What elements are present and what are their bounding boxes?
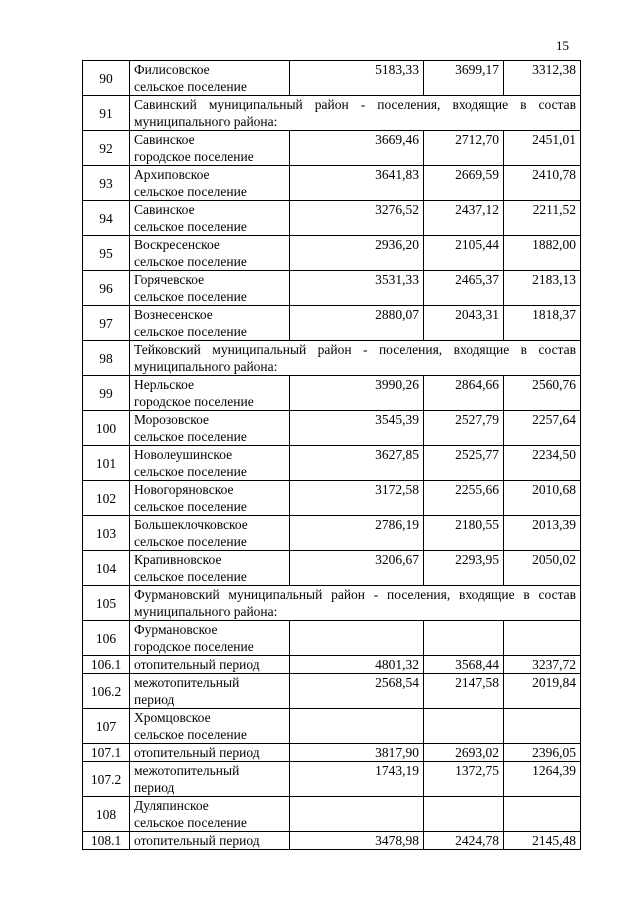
table-row [83,166,581,201]
value-col-2: 2465,37 [424,271,504,306]
settlement-name [130,411,290,446]
value-col-1 [290,621,424,656]
district-heading: Тейковский муниципальный район - поселения, входящие в состав муниципального района: [130,341,581,376]
value-col-2: 3699,17 [424,61,504,96]
table-row [83,61,581,96]
row-number: 107.2 [83,762,130,797]
table-row [83,551,581,586]
settlement-name-line2: сельское поселение [134,289,247,304]
value-col-2: 2437,12 [424,201,504,236]
settlement-name-line1: Дуляпинское [134,798,209,813]
table-row [83,376,581,411]
settlement-name [130,832,290,850]
value-col-1: 3641,83 [290,166,424,201]
value-col-1: 3545,39 [290,411,424,446]
value-col-1: 3531,33 [290,271,424,306]
value-col-3: 2257,64 [504,411,581,446]
table-row [83,131,581,166]
value-col-1: 4801,32 [290,656,424,674]
settlement-name [130,131,290,166]
value-col-3: 2234,50 [504,446,581,481]
value-col-2: 2180,55 [424,516,504,551]
value-col-2: 2693,02 [424,744,504,762]
settlement-name [130,621,290,656]
value-col-1 [290,797,424,832]
value-col-1: 3172,58 [290,481,424,516]
value-col-3: 3237,72 [504,656,581,674]
value-col-3 [504,709,581,744]
settlement-name-line1: Большеклочковское [134,517,248,532]
value-col-2 [424,797,504,832]
settlement-name-line1: Нерльское [134,377,194,392]
table-row [83,341,581,376]
table-row [83,709,581,744]
value-col-2: 2105,44 [424,236,504,271]
value-col-3 [504,621,581,656]
settlement-name [130,797,290,832]
settlement-name-line2: сельское поселение [134,254,247,269]
settlement-name-line2: период [134,692,175,707]
value-col-3 [504,797,581,832]
value-col-2: 2147,58 [424,674,504,709]
settlement-name-line2: сельское поселение [134,727,247,742]
table-row [83,516,581,551]
value-col-3: 2183,13 [504,271,581,306]
settlement-name-line1: отопительный период [134,745,260,760]
row-number: 100 [83,411,130,446]
table-row [83,236,581,271]
value-col-2: 2293,95 [424,551,504,586]
row-number: 108.1 [83,832,130,850]
settlement-name [130,481,290,516]
settlement-name-line1: Воскресенское [134,237,220,252]
settlement-name-line1: Крапивновское [134,552,222,567]
row-number: 107 [83,709,130,744]
value-col-2: 2525,77 [424,446,504,481]
value-col-1: 3990,26 [290,376,424,411]
settlement-name [130,236,290,271]
row-number: 92 [83,131,130,166]
settlement-name-line2: сельское поселение [134,534,247,549]
table-row [83,481,581,516]
settlement-name-line2: период [134,780,175,795]
table-row [83,586,581,621]
value-col-3: 2560,76 [504,376,581,411]
value-col-1: 2786,19 [290,516,424,551]
settlement-name-line2: городское поселение [134,394,254,409]
settlement-name-line1: Филисовское [134,62,210,77]
row-number: 105 [83,586,130,621]
value-col-1: 3206,67 [290,551,424,586]
row-number: 94 [83,201,130,236]
table-row [83,201,581,236]
row-number: 102 [83,481,130,516]
settlement-name-line1: Горячевское [134,272,205,287]
settlement-name-line1: Новолеушинское [134,447,233,462]
settlement-name [130,551,290,586]
value-col-3: 2451,01 [504,131,581,166]
settlement-name [130,709,290,744]
value-col-2: 1372,75 [424,762,504,797]
table-row [83,797,581,832]
value-col-1: 1743,19 [290,762,424,797]
table-row [83,674,581,709]
value-col-1: 2880,07 [290,306,424,341]
settlement-name-line2: сельское поселение [134,324,247,339]
settlement-name [130,201,290,236]
table-body [83,61,581,850]
settlement-name-line1: Архиповское [134,167,210,182]
value-col-2: 2669,59 [424,166,504,201]
table-row [83,446,581,481]
row-number: 106.2 [83,674,130,709]
table-row [83,271,581,306]
row-number: 98 [83,341,130,376]
table-row [83,656,581,674]
settlement-name-line1: Хромцовское [134,710,211,725]
settlement-name-line1: Морозовское [134,412,209,427]
row-number: 90 [83,61,130,96]
value-col-1: 3627,85 [290,446,424,481]
settlement-name-line2: сельское поселение [134,219,247,234]
page-number: 15 [556,38,569,53]
value-col-1: 2936,20 [290,236,424,271]
settlement-name-line2: сельское поселение [134,184,247,199]
table-row [83,744,581,762]
value-col-1: 5183,33 [290,61,424,96]
row-number: 97 [83,306,130,341]
settlement-name-line2: сельское поселение [134,464,247,479]
settlement-name-line1: межотопительный [134,763,240,778]
settlement-name [130,306,290,341]
settlement-name [130,61,290,96]
value-col-2: 2864,66 [424,376,504,411]
value-col-3: 2050,02 [504,551,581,586]
value-col-2 [424,621,504,656]
settlement-name-line1: Фурмановское [134,622,218,637]
table-row [83,762,581,797]
row-number: 108 [83,797,130,832]
value-col-2: 2527,79 [424,411,504,446]
value-col-3: 2396,05 [504,744,581,762]
value-col-1: 3669,46 [290,131,424,166]
value-col-1: 3478,98 [290,832,424,850]
value-col-3: 2019,84 [504,674,581,709]
row-number: 95 [83,236,130,271]
settlement-name [130,656,290,674]
row-number: 107.1 [83,744,130,762]
settlement-name-line1: Новогоряновское [134,482,234,497]
table-row [83,96,581,131]
settlement-name [130,166,290,201]
table-row [83,621,581,656]
row-number: 106 [83,621,130,656]
value-col-3: 2410,78 [504,166,581,201]
settlement-name [130,376,290,411]
settlement-name [130,744,290,762]
settlement-name [130,271,290,306]
value-col-2: 2712,70 [424,131,504,166]
value-col-2: 2043,31 [424,306,504,341]
value-col-3: 2211,52 [504,201,581,236]
row-number: 93 [83,166,130,201]
settlement-name [130,674,290,709]
value-col-3: 3312,38 [504,61,581,96]
value-col-2 [424,709,504,744]
value-col-2: 2424,78 [424,832,504,850]
tariff-table [82,60,581,850]
value-col-2: 3568,44 [424,656,504,674]
row-number: 96 [83,271,130,306]
value-col-1: 3276,52 [290,201,424,236]
row-number: 99 [83,376,130,411]
table-row [83,832,581,850]
row-number: 106.1 [83,656,130,674]
district-heading: Фурмановский муниципальный район - поселения, входящие в состав муниципального района: [130,586,581,621]
settlement-name-line1: Савинское [134,132,195,147]
value-col-2: 2255,66 [424,481,504,516]
value-col-1 [290,709,424,744]
settlement-name-line2: сельское поселение [134,569,247,584]
settlement-name-line1: Савинское [134,202,195,217]
value-col-3: 1264,39 [504,762,581,797]
row-number: 103 [83,516,130,551]
row-number: 101 [83,446,130,481]
settlement-name-line2: сельское поселение [134,815,247,830]
settlement-name [130,762,290,797]
settlement-name-line2: городское поселение [134,149,254,164]
settlement-name-line1: отопительный период [134,833,260,848]
value-col-1: 2568,54 [290,674,424,709]
settlement-name-line2: сельское поселение [134,79,247,94]
table-row [83,306,581,341]
settlement-name [130,446,290,481]
row-number: 104 [83,551,130,586]
settlement-name [130,516,290,551]
value-col-3: 2013,39 [504,516,581,551]
settlement-name-line1: межотопительный [134,675,240,690]
value-col-1: 3817,90 [290,744,424,762]
settlement-name-line2: городское поселение [134,639,254,654]
row-number: 91 [83,96,130,131]
value-col-3: 1882,00 [504,236,581,271]
value-col-3: 2010,68 [504,481,581,516]
settlement-name-line2: сельское поселение [134,429,247,444]
district-heading: Савинский муниципальный район - поселения, входящие в состав муниципального района: [130,96,581,131]
settlement-name-line2: сельское поселение [134,499,247,514]
settlement-name-line1: Вознесенское [134,307,213,322]
settlement-name-line1: отопительный период [134,657,260,672]
value-col-3: 2145,48 [504,832,581,850]
value-col-3: 1818,37 [504,306,581,341]
table-row [83,411,581,446]
